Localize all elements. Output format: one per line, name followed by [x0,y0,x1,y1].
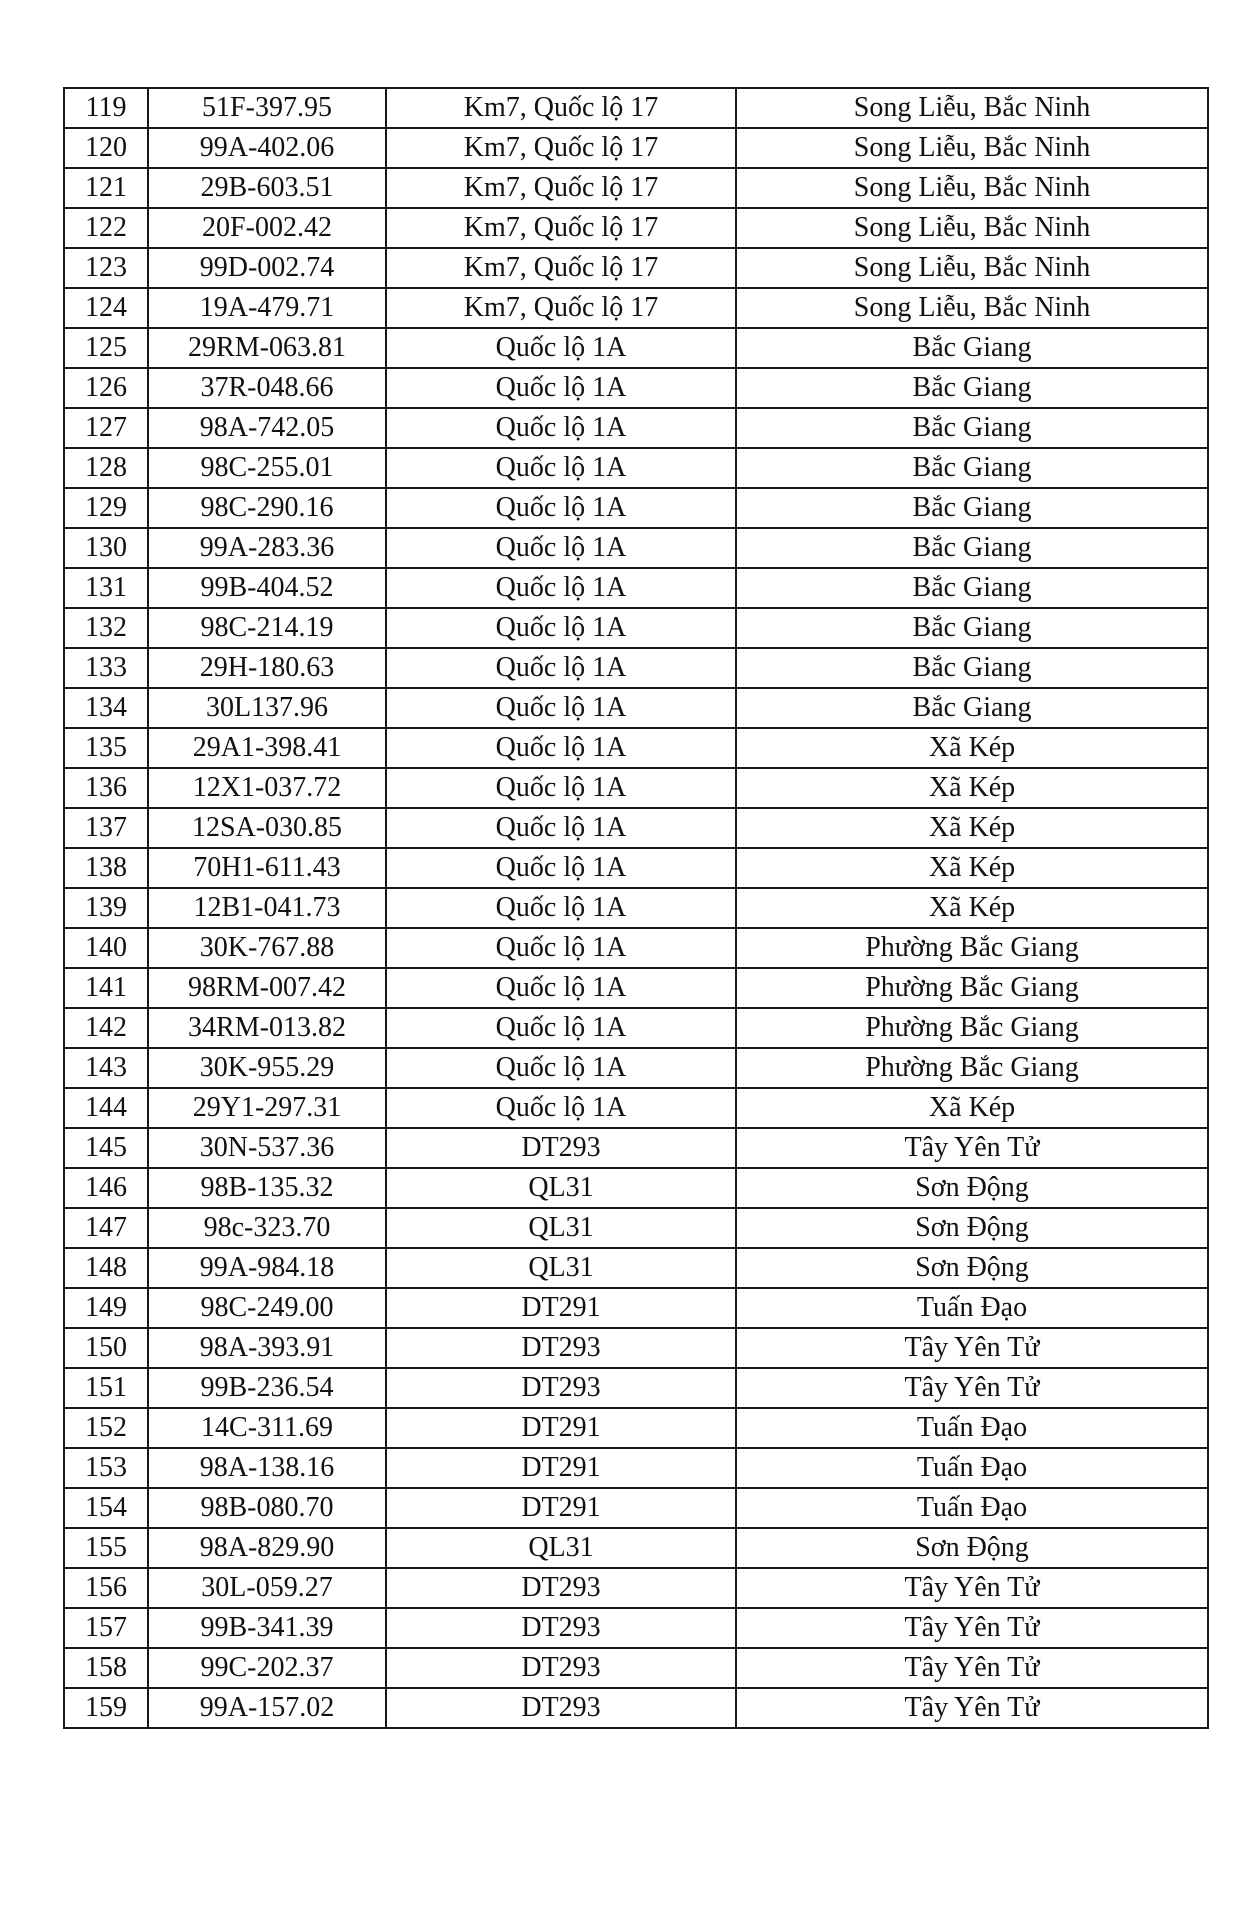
table-row [64,1208,1208,1248]
plate-number-cell: 29B-603.51 [148,168,386,208]
plate-number-cell: 98RM-007.42 [148,968,386,1008]
plate-number-cell: 12B1-041.73 [148,888,386,928]
location-cell: Tuấn Đạo [736,1448,1208,1488]
row-number-cell: 132 [64,608,148,648]
road-cell: Quốc lộ 1A [386,728,736,768]
plate-number-cell: 29A1-398.41 [148,728,386,768]
row-number-cell: 143 [64,1048,148,1088]
road-cell: QL31 [386,1528,736,1568]
row-number-cell: 122 [64,208,148,248]
road-cell: DT291 [386,1288,736,1328]
row-number-cell: 119 [64,88,148,128]
road-cell: Quốc lộ 1A [386,528,736,568]
plate-number-cell: 98c-323.70 [148,1208,386,1248]
row-number-cell: 148 [64,1248,148,1288]
row-number-cell: 134 [64,688,148,728]
road-cell: DT293 [386,1328,736,1368]
table-row [64,248,1208,288]
row-number-cell: 126 [64,368,148,408]
row-number-cell: 159 [64,1688,148,1728]
row-number-cell: 144 [64,1088,148,1128]
row-number-cell: 120 [64,128,148,168]
violations-table [63,87,1209,1729]
table-row [64,1568,1208,1608]
road-cell: Quốc lộ 1A [386,968,736,1008]
row-number-cell: 123 [64,248,148,288]
road-cell: Quốc lộ 1A [386,368,736,408]
table-row [64,768,1208,808]
table-body [64,88,1208,1728]
location-cell: Tây Yên Tử [736,1128,1208,1168]
table-row [64,1528,1208,1568]
road-cell: QL31 [386,1248,736,1288]
location-cell: Bắc Giang [736,488,1208,528]
road-cell: Km7, Quốc lộ 17 [386,248,736,288]
location-cell: Sơn Động [736,1248,1208,1288]
row-number-cell: 127 [64,408,148,448]
table-row [64,1288,1208,1328]
plate-number-cell: 98C-290.16 [148,488,386,528]
road-cell: Quốc lộ 1A [386,888,736,928]
row-number-cell: 131 [64,568,148,608]
location-cell: Xã Kép [736,768,1208,808]
location-cell: Xã Kép [736,848,1208,888]
location-cell: Phường Bắc Giang [736,1008,1208,1048]
plate-number-cell: 14C-311.69 [148,1408,386,1448]
row-number-cell: 149 [64,1288,148,1328]
plate-number-cell: 98C-249.00 [148,1288,386,1328]
road-cell: Km7, Quốc lộ 17 [386,88,736,128]
table-row [64,128,1208,168]
plate-number-cell: 37R-048.66 [148,368,386,408]
plate-number-cell: 29RM-063.81 [148,328,386,368]
road-cell: Quốc lộ 1A [386,448,736,488]
plate-number-cell: 20F-002.42 [148,208,386,248]
road-cell: DT291 [386,1448,736,1488]
plate-number-cell: 98C-214.19 [148,608,386,648]
road-cell: DT291 [386,1408,736,1448]
table-row [64,528,1208,568]
table-row [64,808,1208,848]
road-cell: Quốc lộ 1A [386,608,736,648]
location-cell: Song Liễu, Bắc Ninh [736,168,1208,208]
row-number-cell: 150 [64,1328,148,1368]
road-cell: Quốc lộ 1A [386,488,736,528]
row-number-cell: 130 [64,528,148,568]
plate-number-cell: 99A-984.18 [148,1248,386,1288]
road-cell: Quốc lộ 1A [386,768,736,808]
location-cell: Tây Yên Tử [736,1368,1208,1408]
table-row [64,1648,1208,1688]
row-number-cell: 158 [64,1648,148,1688]
location-cell: Song Liễu, Bắc Ninh [736,128,1208,168]
plate-number-cell: 98A-829.90 [148,1528,386,1568]
road-cell: Quốc lộ 1A [386,648,736,688]
row-number-cell: 136 [64,768,148,808]
table-row [64,968,1208,1008]
table-row [64,368,1208,408]
plate-number-cell: 30L-059.27 [148,1568,386,1608]
plate-number-cell: 51F-397.95 [148,88,386,128]
plate-number-cell: 99C-202.37 [148,1648,386,1688]
road-cell: Quốc lộ 1A [386,568,736,608]
road-cell: Quốc lộ 1A [386,1048,736,1088]
location-cell: Bắc Giang [736,568,1208,608]
table-row [64,928,1208,968]
row-number-cell: 139 [64,888,148,928]
table-row [64,88,1208,128]
table-row [64,408,1208,448]
row-number-cell: 155 [64,1528,148,1568]
location-cell: Tây Yên Tử [736,1568,1208,1608]
location-cell: Sơn Động [736,1528,1208,1568]
road-cell: DT293 [386,1368,736,1408]
location-cell: Bắc Giang [736,328,1208,368]
location-cell: Phường Bắc Giang [736,1048,1208,1088]
table-row [64,1248,1208,1288]
road-cell: Quốc lộ 1A [386,808,736,848]
row-number-cell: 146 [64,1168,148,1208]
plate-number-cell: 12X1-037.72 [148,768,386,808]
location-cell: Tây Yên Tử [736,1608,1208,1648]
road-cell: DT293 [386,1648,736,1688]
row-number-cell: 129 [64,488,148,528]
table-row [64,1088,1208,1128]
location-cell: Tuấn Đạo [736,1408,1208,1448]
row-number-cell: 141 [64,968,148,1008]
table-row [64,1448,1208,1488]
table-row [64,1048,1208,1088]
plate-number-cell: 30N-537.36 [148,1128,386,1168]
table-row [64,288,1208,328]
table-row [64,1168,1208,1208]
plate-number-cell: 19A-479.71 [148,288,386,328]
road-cell: Quốc lộ 1A [386,1088,736,1128]
plate-number-cell: 29H-180.63 [148,648,386,688]
table-row [64,168,1208,208]
plate-number-cell: 99A-157.02 [148,1688,386,1728]
road-cell: DT293 [386,1128,736,1168]
table-row [64,648,1208,688]
row-number-cell: 153 [64,1448,148,1488]
location-cell: Phường Bắc Giang [736,968,1208,1008]
location-cell: Song Liễu, Bắc Ninh [736,288,1208,328]
table-row [64,1408,1208,1448]
row-number-cell: 135 [64,728,148,768]
table-row [64,328,1208,368]
plate-number-cell: 29Y1-297.31 [148,1088,386,1128]
plate-number-cell: 99B-236.54 [148,1368,386,1408]
plate-number-cell: 70H1-611.43 [148,848,386,888]
location-cell: Song Liễu, Bắc Ninh [736,248,1208,288]
row-number-cell: 138 [64,848,148,888]
row-number-cell: 124 [64,288,148,328]
location-cell: Xã Kép [736,888,1208,928]
row-number-cell: 133 [64,648,148,688]
table-row [64,1008,1208,1048]
table-row [64,568,1208,608]
table-row [64,208,1208,248]
road-cell: Km7, Quốc lộ 17 [386,168,736,208]
plate-number-cell: 30L137.96 [148,688,386,728]
row-number-cell: 151 [64,1368,148,1408]
plate-number-cell: 12SA-030.85 [148,808,386,848]
table-row [64,1128,1208,1168]
row-number-cell: 140 [64,928,148,968]
plate-number-cell: 98B-080.70 [148,1488,386,1528]
road-cell: Quốc lộ 1A [386,408,736,448]
location-cell: Song Liễu, Bắc Ninh [736,88,1208,128]
table-row [64,488,1208,528]
road-cell: Km7, Quốc lộ 17 [386,128,736,168]
location-cell: Xã Kép [736,808,1208,848]
location-cell: Tuấn Đạo [736,1488,1208,1528]
table-row [64,1688,1208,1728]
road-cell: Quốc lộ 1A [386,688,736,728]
location-cell: Tây Yên Tử [736,1648,1208,1688]
row-number-cell: 121 [64,168,148,208]
road-cell: Km7, Quốc lộ 17 [386,208,736,248]
location-cell: Song Liễu, Bắc Ninh [736,208,1208,248]
location-cell: Xã Kép [736,1088,1208,1128]
table-row [64,688,1208,728]
location-cell: Bắc Giang [736,408,1208,448]
road-cell: DT293 [386,1608,736,1648]
table-row [64,888,1208,928]
row-number-cell: 152 [64,1408,148,1448]
plate-number-cell: 98B-135.32 [148,1168,386,1208]
plate-number-cell: 34RM-013.82 [148,1008,386,1048]
plate-number-cell: 99B-404.52 [148,568,386,608]
plate-number-cell: 98A-742.05 [148,408,386,448]
row-number-cell: 142 [64,1008,148,1048]
row-number-cell: 156 [64,1568,148,1608]
plate-number-cell: 99A-402.06 [148,128,386,168]
table-row [64,1488,1208,1528]
location-cell: Bắc Giang [736,688,1208,728]
road-cell: Quốc lộ 1A [386,848,736,888]
plate-number-cell: 30K-955.29 [148,1048,386,1088]
plate-number-cell: 99B-341.39 [148,1608,386,1648]
table-row [64,728,1208,768]
road-cell: QL31 [386,1208,736,1248]
road-cell: QL31 [386,1168,736,1208]
location-cell: Phường Bắc Giang [736,928,1208,968]
table-row [64,1328,1208,1368]
road-cell: Km7, Quốc lộ 17 [386,288,736,328]
road-cell: DT291 [386,1488,736,1528]
row-number-cell: 154 [64,1488,148,1528]
road-cell: Quốc lộ 1A [386,928,736,968]
row-number-cell: 125 [64,328,148,368]
row-number-cell: 137 [64,808,148,848]
location-cell: Bắc Giang [736,528,1208,568]
road-cell: Quốc lộ 1A [386,328,736,368]
location-cell: Xã Kép [736,728,1208,768]
location-cell: Tây Yên Tử [736,1688,1208,1728]
table-row [64,1368,1208,1408]
plate-number-cell: 99D-002.74 [148,248,386,288]
plate-number-cell: 98A-393.91 [148,1328,386,1368]
row-number-cell: 147 [64,1208,148,1248]
location-cell: Sơn Động [736,1168,1208,1208]
table-row [64,848,1208,888]
location-cell: Bắc Giang [736,448,1208,488]
road-cell: DT293 [386,1568,736,1608]
table-row [64,448,1208,488]
row-number-cell: 157 [64,1608,148,1648]
location-cell: Bắc Giang [736,608,1208,648]
location-cell: Tuấn Đạo [736,1288,1208,1328]
plate-number-cell: 99A-283.36 [148,528,386,568]
location-cell: Bắc Giang [736,368,1208,408]
road-cell: DT293 [386,1688,736,1728]
table-row [64,1608,1208,1648]
location-cell: Tây Yên Tử [736,1328,1208,1368]
location-cell: Bắc Giang [736,648,1208,688]
row-number-cell: 128 [64,448,148,488]
location-cell: Sơn Động [736,1208,1208,1248]
row-number-cell: 145 [64,1128,148,1168]
plate-number-cell: 98C-255.01 [148,448,386,488]
table-row [64,608,1208,648]
plate-number-cell: 98A-138.16 [148,1448,386,1488]
road-cell: Quốc lộ 1A [386,1008,736,1048]
plate-number-cell: 30K-767.88 [148,928,386,968]
